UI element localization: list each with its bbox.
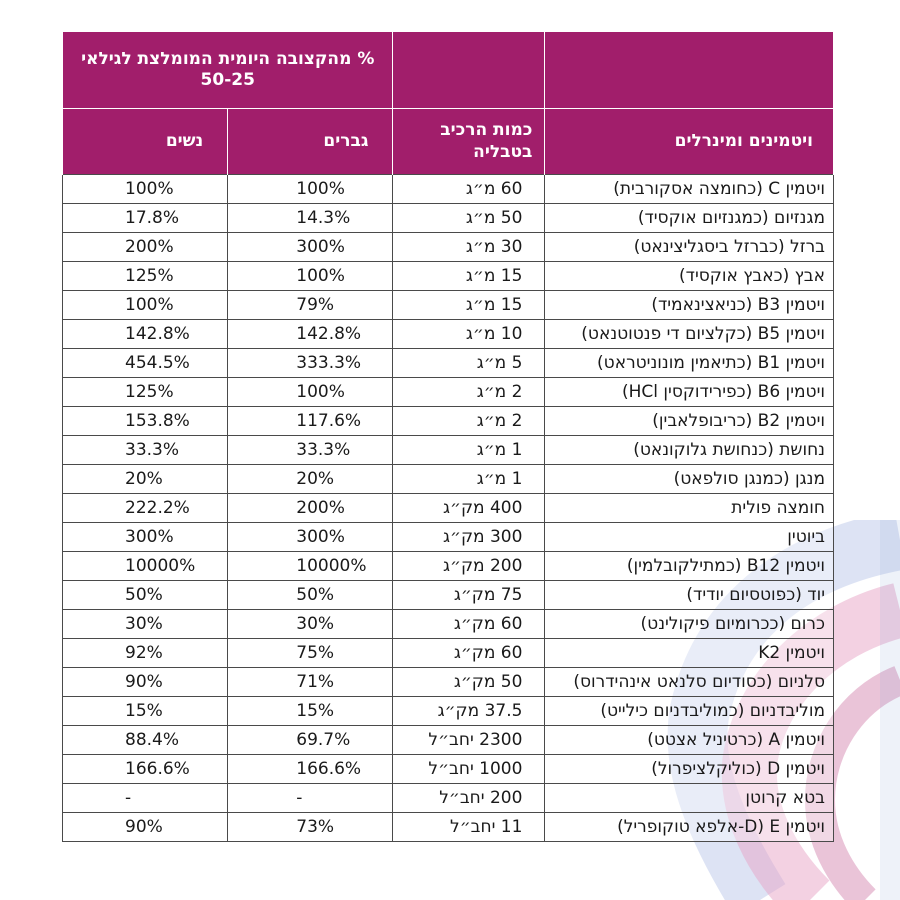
amount-value: 15 מ״ג — [393, 262, 545, 291]
men-percent: 333.3% — [228, 349, 393, 378]
header-row-columns — [63, 109, 834, 175]
women-percent: 100% — [63, 175, 228, 204]
nutrient-name: ויטמין K2 — [545, 639, 834, 668]
men-percent: 100% — [228, 262, 393, 291]
table-row — [63, 697, 834, 726]
amount-value: 5 מ״ג — [393, 349, 545, 378]
table-row — [63, 726, 834, 755]
nutrient-name: יוד (כפוטסיום יודיד) — [545, 581, 834, 610]
men-percent: - — [228, 784, 393, 813]
table-row — [63, 378, 834, 407]
table-row — [63, 349, 834, 378]
amount-value: 50 מק״ג — [393, 668, 545, 697]
amount-value: 10 מ״ג — [393, 320, 545, 349]
women-percent: 50% — [63, 581, 228, 610]
men-percent: 71% — [228, 668, 393, 697]
nutrient-name: ויטמין D (כוליקלציפרול) — [545, 755, 834, 784]
nutrient-name: סלניום (כסודיום סלנאט אינהידרוס) — [545, 668, 834, 697]
men-percent: 100% — [228, 378, 393, 407]
women-percent: 90% — [63, 813, 228, 842]
men-percent: 20% — [228, 465, 393, 494]
nutrient-name: ברזל (כברזל ביסגליצינאט) — [545, 233, 834, 262]
table-row — [63, 784, 834, 813]
table-row — [63, 610, 834, 639]
nutrient-name: ויטמין B1 (כתיאמין מונוניטראט) — [545, 349, 834, 378]
amount-value: 1 מ״ג — [393, 436, 545, 465]
women-percent: 125% — [63, 378, 228, 407]
table-row — [63, 494, 834, 523]
women-percent: 33.3% — [63, 436, 228, 465]
nutrient-name: מגנזיום (כמגנזיום אוקסיד) — [545, 204, 834, 233]
nutrient-name: ויטמין B12 (כמתילקובלמין) — [545, 552, 834, 581]
nutrient-name: ויטמין C (כחומצה אסקורבית) — [545, 175, 834, 204]
amount-value: 1000 יחב״ל — [393, 755, 545, 784]
header-daily-percent-label: % מהקצובה היומית המומלצת לגילאי 50-25 — [63, 32, 393, 109]
nutrient-name: אבץ (כאבץ אוקסיד) — [545, 262, 834, 291]
table-row — [63, 175, 834, 204]
women-percent: - — [63, 784, 228, 813]
nutrient-name: חומצה פולית — [545, 494, 834, 523]
women-percent: 100% — [63, 291, 228, 320]
nutrient-name: ויטמין E (D-אלפא טוקופריל) — [545, 813, 834, 842]
table-row — [63, 755, 834, 784]
table-row — [63, 407, 834, 436]
amount-value: 50 מ״ג — [393, 204, 545, 233]
women-percent: 200% — [63, 233, 228, 262]
nutrient-name: ביוטין — [545, 523, 834, 552]
men-percent: 50% — [228, 581, 393, 610]
nutrient-name: ויטמין B3 (כניאצינאמיד) — [545, 291, 834, 320]
men-percent: 15% — [228, 697, 393, 726]
nutrient-name: נחושת (כנחושת גלוקונאט) — [545, 436, 834, 465]
table-row — [63, 813, 834, 842]
nutrient-name: מוליבדניום (כמוליבדניום כילייט) — [545, 697, 834, 726]
table-row — [63, 639, 834, 668]
men-percent: 300% — [228, 523, 393, 552]
men-percent: 79% — [228, 291, 393, 320]
women-percent: 92% — [63, 639, 228, 668]
nutrition-table-container — [62, 32, 834, 842]
amount-value: 2300 יחב״ל — [393, 726, 545, 755]
women-percent: 142.8% — [63, 320, 228, 349]
header-row-top — [63, 32, 834, 109]
women-percent: 153.8% — [63, 407, 228, 436]
women-percent: 222.2% — [63, 494, 228, 523]
amount-value: 2 מ״ג — [393, 407, 545, 436]
table-row — [63, 581, 834, 610]
amount-value: 60 מ״ג — [393, 175, 545, 204]
amount-value: 11 יחב״ל — [393, 813, 545, 842]
table-row — [63, 262, 834, 291]
header-empty-cell — [545, 32, 834, 109]
men-percent: 69.7% — [228, 726, 393, 755]
header-nutrient: ויטמינים ומינרלים — [545, 109, 834, 175]
table-row — [63, 204, 834, 233]
table-row — [63, 436, 834, 465]
header-women: נשים — [63, 109, 228, 175]
men-percent: 10000% — [228, 552, 393, 581]
nutrient-name: ויטמין B2 (כריבופלאבין) — [545, 407, 834, 436]
nutrient-name: ויטמין A (כרטיניל אצטט) — [545, 726, 834, 755]
women-percent: 166.6% — [63, 755, 228, 784]
men-percent: 300% — [228, 233, 393, 262]
amount-value: 15 מ״ג — [393, 291, 545, 320]
nutrient-name: ויטמין B6 (כפירידוקסין HCl) — [545, 378, 834, 407]
men-percent: 75% — [228, 639, 393, 668]
women-percent: 454.5% — [63, 349, 228, 378]
men-percent: 14.3% — [228, 204, 393, 233]
table-row — [63, 291, 834, 320]
amount-value: 1 מ״ג — [393, 465, 545, 494]
men-percent: 200% — [228, 494, 393, 523]
men-percent: 142.8% — [228, 320, 393, 349]
header-amount: כמות הרכיב בטבליה — [393, 109, 545, 175]
table-row — [63, 465, 834, 494]
header-men: גברים — [228, 109, 393, 175]
women-percent: 88.4% — [63, 726, 228, 755]
table-row — [63, 233, 834, 262]
table-row — [63, 668, 834, 697]
women-percent: 300% — [63, 523, 228, 552]
men-percent: 73% — [228, 813, 393, 842]
nutrient-name: ויטמין B5 (כקלציום די פנטוטנאט) — [545, 320, 834, 349]
table-row — [63, 552, 834, 581]
amount-value: 300 מק״ג — [393, 523, 545, 552]
vitamins-minerals-table — [62, 32, 834, 842]
men-percent: 117.6% — [228, 407, 393, 436]
men-percent: 100% — [228, 175, 393, 204]
amount-value: 2 מ״ג — [393, 378, 545, 407]
table-row — [63, 320, 834, 349]
amount-value: 60 מק״ג — [393, 639, 545, 668]
women-percent: 90% — [63, 668, 228, 697]
women-percent: 30% — [63, 610, 228, 639]
men-percent: 30% — [228, 610, 393, 639]
amount-value: 30 מ״ג — [393, 233, 545, 262]
table-body — [63, 175, 834, 842]
amount-value: 75 מק״ג — [393, 581, 545, 610]
women-percent: 17.8% — [63, 204, 228, 233]
women-percent: 15% — [63, 697, 228, 726]
amount-value: 60 מק״ג — [393, 610, 545, 639]
header-empty-cell — [393, 32, 545, 109]
amount-value: 37.5 מק״ג — [393, 697, 545, 726]
women-percent: 10000% — [63, 552, 228, 581]
women-percent: 125% — [63, 262, 228, 291]
amount-value: 200 מק״ג — [393, 552, 545, 581]
nutrient-name: בטא קרוטן — [545, 784, 834, 813]
amount-value: 400 מק״ג — [393, 494, 545, 523]
men-percent: 166.6% — [228, 755, 393, 784]
men-percent: 33.3% — [228, 436, 393, 465]
table-row — [63, 523, 834, 552]
nutrient-name: מנגן (כמנגן סולפאט) — [545, 465, 834, 494]
amount-value: 200 יחב״ל — [393, 784, 545, 813]
nutrient-name: כרום (ככרומיום פיקולינט) — [545, 610, 834, 639]
women-percent: 20% — [63, 465, 228, 494]
